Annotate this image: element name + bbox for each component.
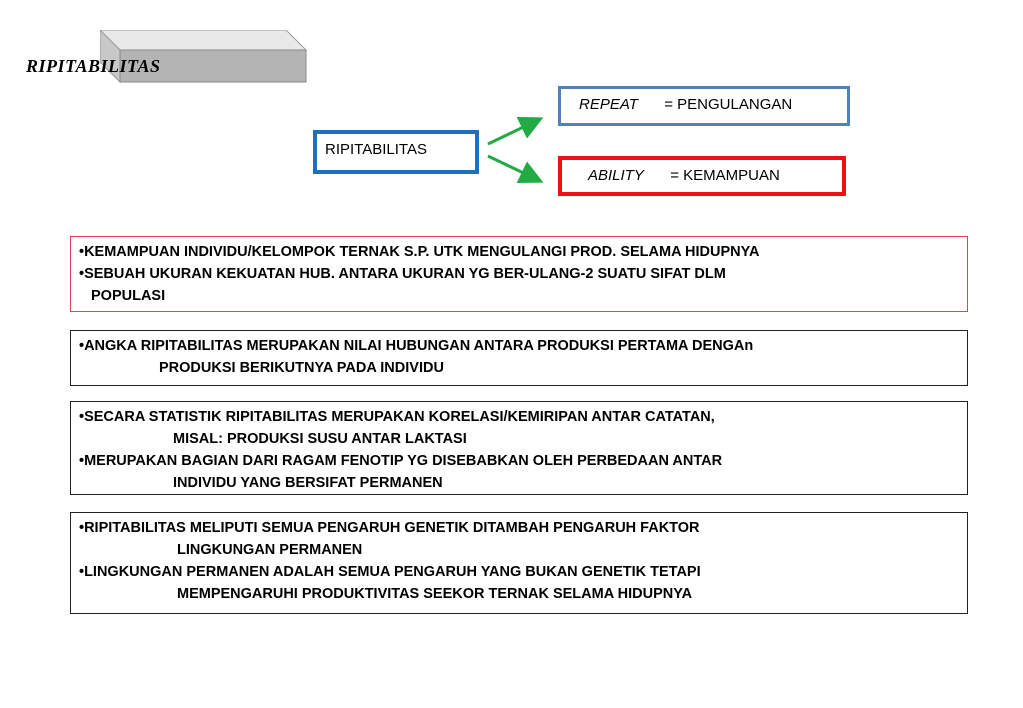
repeat-definition: = PENGULANGAN: [664, 96, 793, 113]
panel-line: PRODUKSI BERIKUTNYA PADA INDIVIDU: [159, 360, 444, 376]
panel-line: •MERUPAKAN BAGIAN DARI RAGAM FENOTIP YG DISEBABKAN OLEH PERBEDAAN ANTAR: [79, 453, 723, 469]
definition-panel-4: [70, 512, 968, 614]
concept-box-ripitabilitas: [313, 130, 479, 174]
panel-line: MISAL: PRODUKSI SUSU ANTAR LAKTASI: [173, 431, 467, 447]
ability-definition: = KEMAMPUAN: [670, 167, 780, 184]
arrow-up-to-repeat: [488, 120, 538, 144]
page-title: RIPITABILITAS: [26, 56, 161, 76]
repeat-term: REPEAT: [579, 96, 638, 113]
panel-line: INDIVIDU YANG BERSIFAT PERMANEN: [173, 475, 443, 491]
concept-label: RIPITABILITAS: [325, 141, 427, 158]
panel-line: •KEMAMPUAN INDIVIDU/KELOMPOK TERNAK S.P. UTK MENGULANGI PROD. SELAMA HIDUPNYA: [79, 244, 760, 260]
ability-definition-box: [558, 156, 846, 196]
arrow-down-to-ability: [488, 156, 538, 180]
definition-panel-2: [70, 330, 968, 386]
panel-line: POPULASI: [91, 288, 166, 304]
panel-line: •SEBUAH UKURAN KEKUATAN HUB. ANTARA UKURAN YG BER-ULANG-2 SUATU SIFAT DLM: [79, 266, 726, 282]
panel-line: MEMPENGARUHI PRODUKTIVITAS SEEKOR TERNAK SELAMA HIDUPNYA: [177, 586, 693, 602]
panel-line: •LINGKUNGAN PERMANEN ADALAH SEMUA PENGARUH YANG BUKAN GENETIK TETAPI: [79, 564, 701, 580]
panel-line: •SECARA STATISTIK RIPITABILITAS MERUPAKAN KORELASI/KEMIRIPAN ANTAR CATATAN,: [79, 409, 715, 425]
definition-panel-3: [70, 401, 968, 495]
panel-line: •RIPITABILITAS MELIPUTI SEMUA PENGARUH GENETIK DITAMBAH PENGARUH FAKTOR: [79, 520, 700, 536]
branch-arrows: [480, 110, 560, 190]
ability-term: ABILITY: [588, 167, 644, 184]
panel-line: •ANGKA RIPITABILITAS MERUPAKAN NILAI HUBUNGAN ANTARA PRODUKSI PERTAMA DENGAn: [79, 338, 754, 354]
panel-line: LINGKUNGAN PERMANEN: [177, 542, 363, 558]
repeat-definition-box: [558, 86, 850, 126]
definition-panel-1: [70, 236, 968, 312]
